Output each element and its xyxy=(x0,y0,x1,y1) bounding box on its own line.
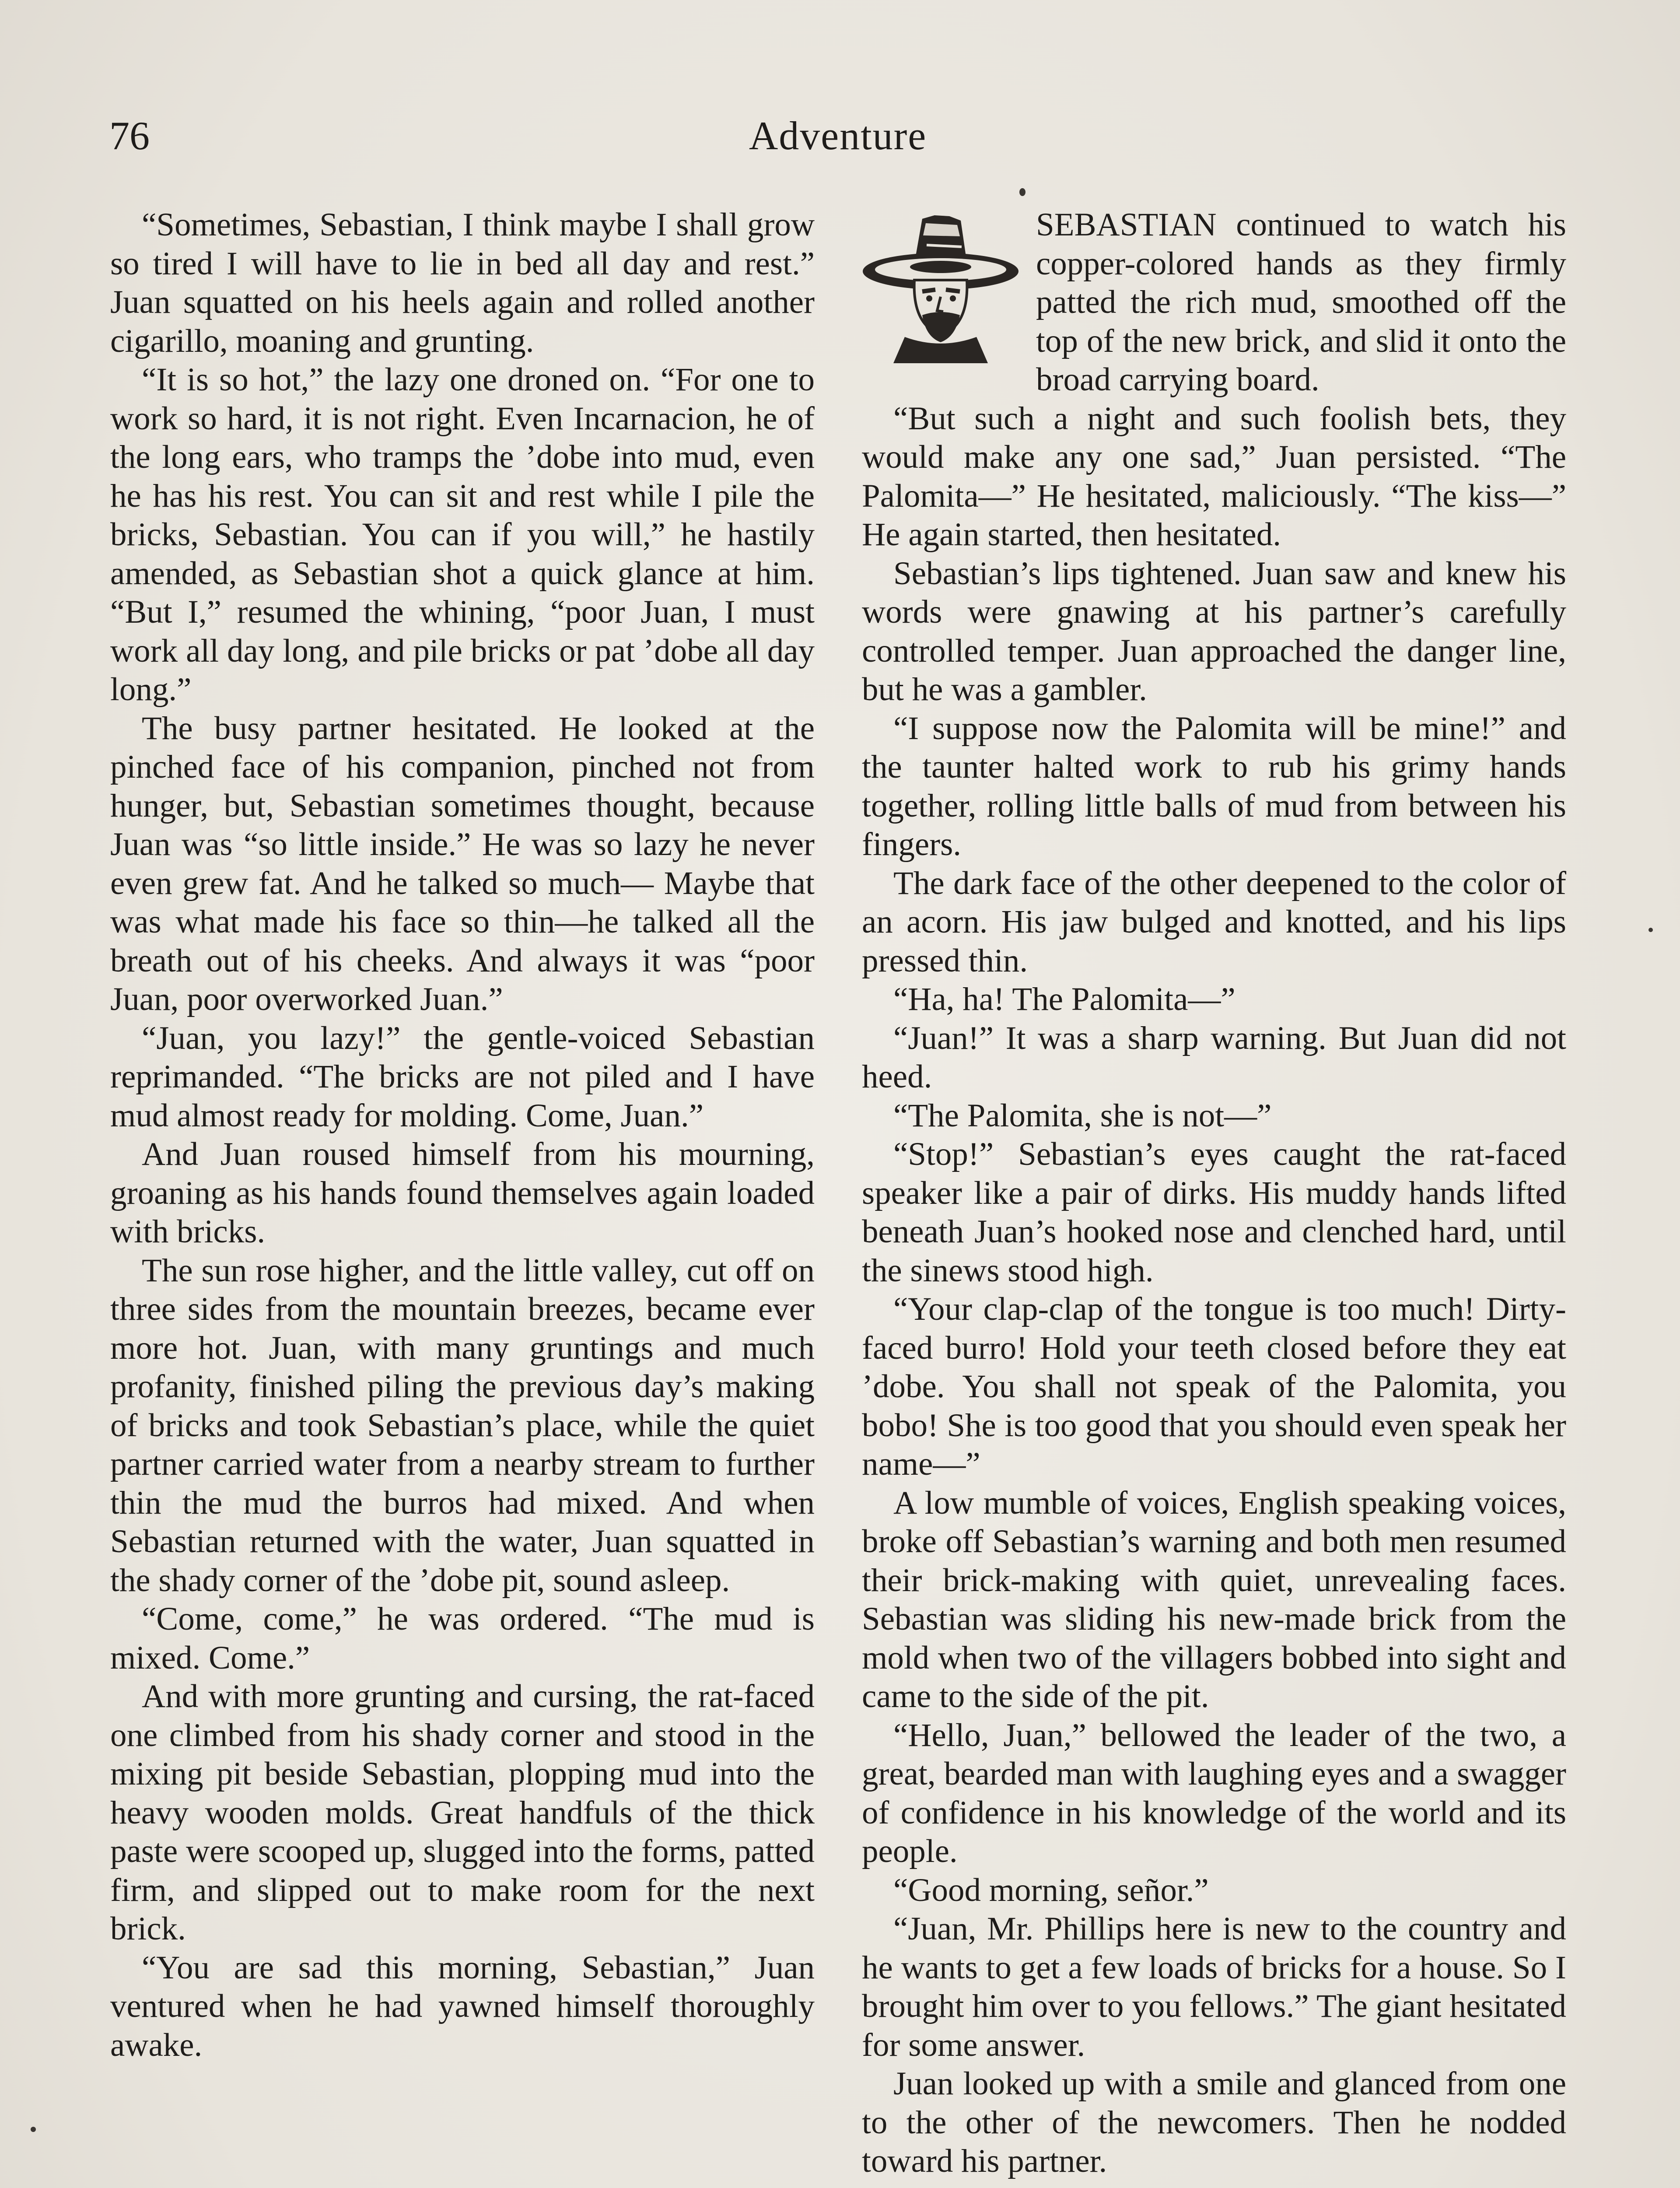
paragraph: “Hello, Juan,” bellowed the leader of the two, a great, bearded man with laughing eyes and a swagger of confidence in his knowledge of the world and its people. xyxy=(862,1717,1566,1869)
paragraph: And Juan roused himself from his mourning, groaning as his hands found themselves again loaded with bricks. xyxy=(110,1136,815,1250)
paragraph: “But such a night and such foolish bets, they would make any one sad,” Juan persisted. “The Palomita—” He hesitated, maliciously. “The kiss—” He again started, then hesitated. xyxy=(862,400,1566,553)
paragraph: And with more grunting and cursing, the rat-faced one climbed from his shady corner and stood in the mixing pit beside Sebastian, plopping mud into the heavy wooden molds. Great handfuls of the thick paste were scooped up, slugged into the forms, patted firm, and slipped out to make room for the next brick. xyxy=(110,1678,815,1947)
paragraph: “Come, come,” he was ordered. “The mud is mixed. Come.” xyxy=(110,1601,815,1676)
paragraph: The sun rose higher, and the little valley, cut off on three sides from the mountain breezes, became ever more hot. Juan, with many gruntings and much profanity, finished piling the previous day’s making of bricks and took Sebastian’s place, while the quiet partner carried water from a nearby stream to further thin the mud the burros had mixed. And when Sebastian returned with the water, Juan squatted in the shady corner of the ’dobe pit, sound asleep. xyxy=(110,1252,815,1599)
paragraph: “Sometimes, Sebastian, I think maybe I shall grow so tired I will have to lie in bed all day and rest.” Juan squatted on his heels again and rolled another cigarillo, moaning and grunting. xyxy=(110,207,815,359)
paragraph: “Juan, Mr. Phillips here is new to the country and he wants to get a few loads of bricks for a house. So I brought him over to you fellows.” The giant hesitated for some answer. xyxy=(862,1911,1566,2063)
paragraph: SEBASTIAN continued to watch his copper-colored hands as they firmly patted the rich mud, smoothed off the top of the new brick, and slid it onto the broad carrying board. xyxy=(1036,207,1566,398)
page-number: 76 xyxy=(109,113,150,158)
paragraph: “The Palomita, she is not—” xyxy=(893,1097,1272,1134)
paragraph: “It is so hot,” the lazy one droned on. “For one to work so hard, it is not right. Even Incarnacion, he of the long ears, who tramps the ’dobe into mud, even he has his rest. You can sit and rest while I pile the bricks, Sebastian. You can if you will,” he hastily amended, as Sebastian shot a quick glance at him. “But I,” resumed the whining, “poor Juan, I must work all day long, and pile bricks or pat ’dobe all day long.” xyxy=(110,361,815,708)
paragraph: “Good morning, señor.” xyxy=(893,1872,1209,1908)
running-title: Adventure xyxy=(749,113,927,158)
paragraph: Sebastian’s lips tightened. Juan saw and knew his words were gnawing at his partner’s carefully controlled temper. Juan approached the danger line, but he was a gambler. xyxy=(862,555,1566,708)
paragraph: Juan looked up with a smile and glanced from one to the other of the newcomers. Then he nodded toward his partner. xyxy=(862,2065,1566,2179)
page-header xyxy=(109,109,1566,162)
print-speck xyxy=(1019,188,1026,196)
paragraph: “Juan, you lazy!” the gentle-voiced Sebastian reprimanded. “The bricks are not piled and I have mud almost ready for molding. Come, Juan.” xyxy=(110,1020,815,1134)
print-speck xyxy=(31,2127,36,2132)
sombrero-man-icon xyxy=(857,206,1027,363)
paragraph: “Stop!” Sebastian’s eyes caught the rat-faced speaker like a pair of dirks. His muddy hands lifted beneath Juan’s hooked nose and clenched hard, until the sinews stood high. xyxy=(862,1136,1566,1289)
paragraph: “Ha, ha! The Palomita—” xyxy=(893,981,1236,1017)
print-speck xyxy=(1648,928,1653,932)
paragraph: “Juan!” It was a sharp warning. But Juan did not heed. xyxy=(862,1020,1566,1095)
paragraph: “You are sad this morning, Sebastian,” Juan ventured when he had yawned himself thoroughly awake. xyxy=(110,1949,815,2063)
paragraph: The busy partner hesitated. He looked at the pinched face of his companion, pinched not from hunger, but, Sebastian sometimes thought, because Juan was “so little inside.” He was so lazy he never even grew fat. And he talked so much— Maybe that was what made his face so thin—he talked all the breath out of his cheeks. And always it was “poor Juan, poor overworked Juan.” xyxy=(110,710,815,1017)
paragraph: The dark face of the other deepened to the color of an acorn. His jaw bulged and knotted, and his lips pressed thin. xyxy=(862,865,1566,979)
paragraph: “I suppose now the Palomita will be mine!” and the taunter halted work to rub his grimy hands together, rolling little balls of mud from between his fingers. xyxy=(862,710,1566,863)
left-column xyxy=(110,206,815,2065)
paragraph: A low mumble of voices, English speaking voices, broke off Sebastian’s warning and both men resumed their brick-making with quiet, unrevealing faces. Sebastian was sliding his new-made brick from the mold when two of the villagers bobbed into sight and came to the side of the pit. xyxy=(862,1484,1566,1715)
right-column xyxy=(862,206,1566,2181)
paragraph: “Your clap-clap of the tongue is too much! Dirty-faced burro! Hold your teeth closed before they eat ’dobe. You shall not speak of the Palomita, you bobo! She is too good that you should even speak her name—” xyxy=(862,1291,1566,1482)
